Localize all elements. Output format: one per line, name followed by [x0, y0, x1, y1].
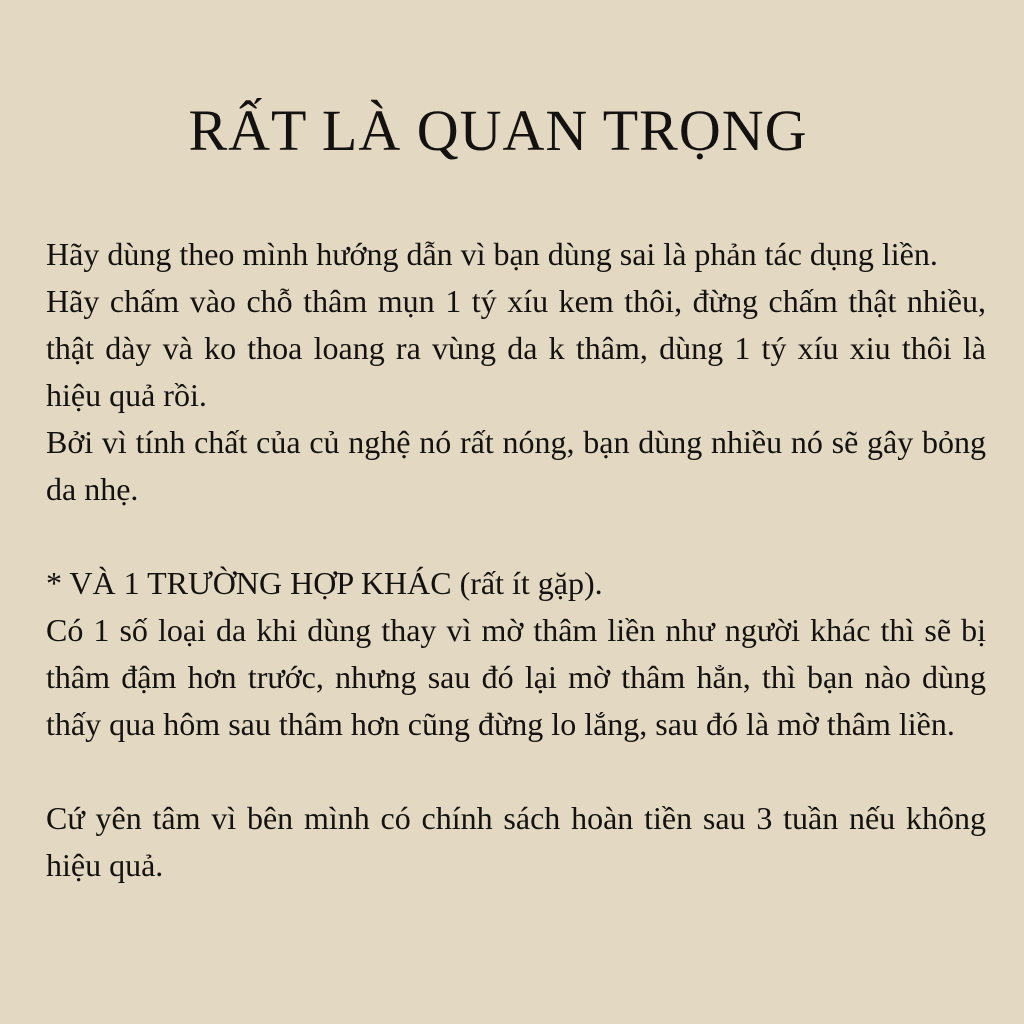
paragraph-spacer	[46, 513, 986, 560]
paragraph-refund-policy: Cứ yên tâm vì bên mình có chính sách hoàn tiền sau 3 tuần nếu không hiệu quả.	[46, 800, 986, 883]
paragraph-spacer	[46, 748, 986, 795]
notice-body	[46, 231, 986, 889]
paragraph-special-case-heading: * VÀ 1 TRƯỜNG HỢP KHÁC (rất ít gặp).	[46, 565, 603, 601]
paragraph-usage-warning: Hãy dùng theo mình hướng dẫn vì bạn dùng sai là phản tác dụng liền.	[46, 236, 938, 272]
paragraph-special-case-detail: Có 1 số loại da khi dùng thay vì mờ thâm liền như người khác thì sẽ bị thâm đậm hơn trước, nhưng sau đó lại mờ thâm hẳn, thì bạn nào dùng thấy qua hôm sau thâm hơn cũng đừng lo lắng, sau đó là mờ thâm liền.	[46, 612, 986, 742]
page-title: RẤT LÀ QUAN TRỌNG	[188, 98, 808, 163]
paragraph-burn-warning: Bởi vì tính chất của củ nghệ nó rất nóng, bạn dùng nhiều nó sẽ gây bỏng da nhẹ.	[46, 424, 986, 507]
paragraph-application-instructions: Hãy chấm vào chỗ thâm mụn 1 tý xíu kem thôi, đừng chấm thật nhiều, thật dày và ko thoa loang ra vùng da k thâm, dùng 1 tý xíu xiu thôi là hiệu quả rồi.	[46, 283, 986, 413]
